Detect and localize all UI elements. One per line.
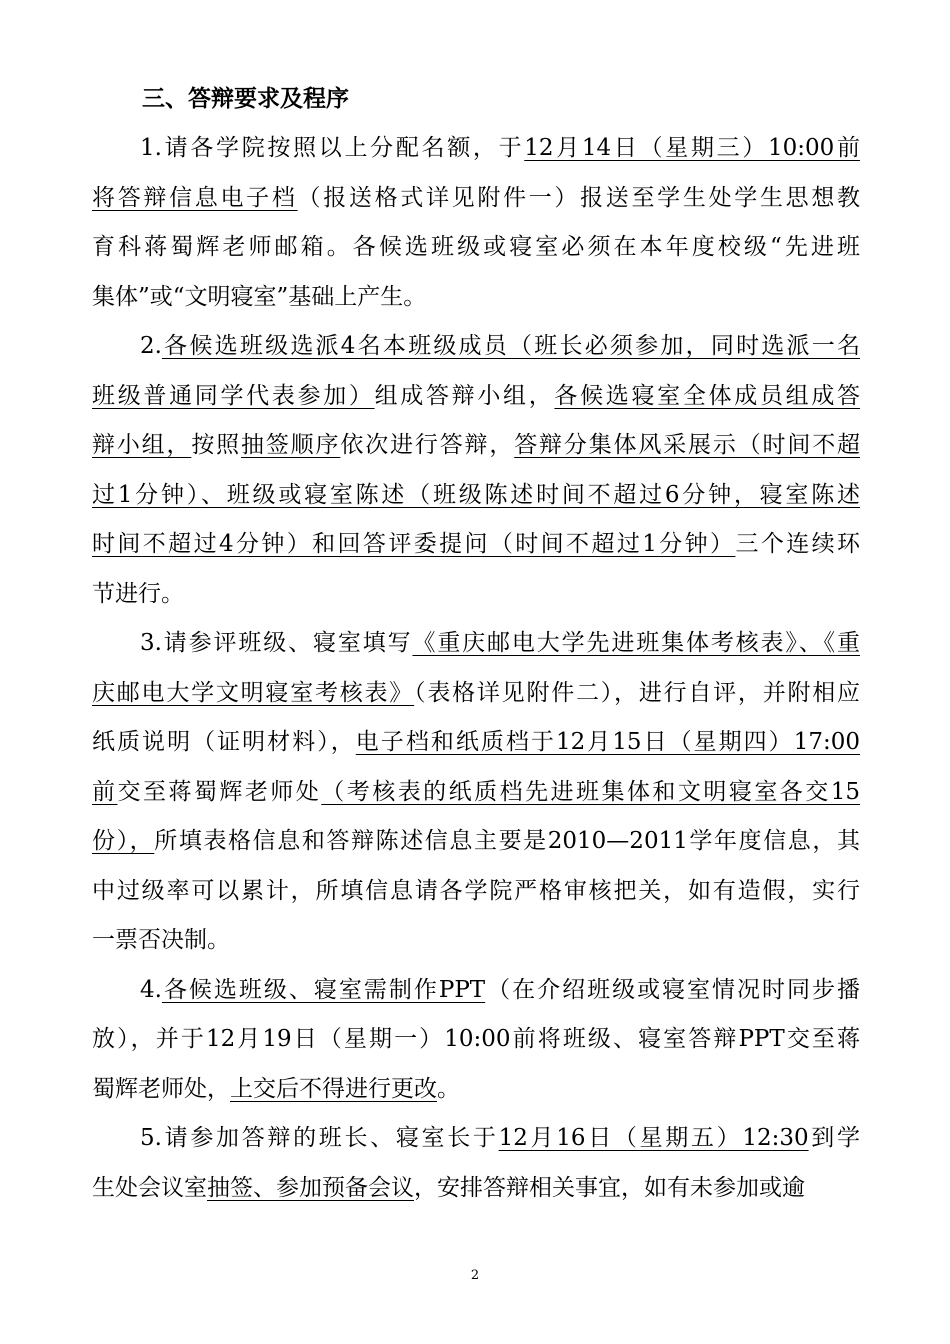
text-line: [92, 473, 860, 517]
text-run: 。: [437, 1076, 460, 1102]
text-run: （报送格式详见附件一）报送至学生处学生思想教: [297, 185, 861, 211]
text-line: [92, 572, 860, 616]
text-line: [92, 918, 860, 962]
text-run: 三个连续环: [735, 531, 860, 557]
text-run: ，安排答辩相关事宜，如有未参加或逾: [414, 1175, 805, 1201]
text-line: [140, 324, 860, 368]
text-run: 按照: [191, 432, 242, 458]
underlined-text: 庆邮电大学文明寝室考核表》: [92, 680, 415, 706]
text-line: [140, 621, 860, 665]
text-line: [92, 1017, 860, 1061]
underlined-text: 各候选寝室全体成员组成答: [554, 383, 861, 409]
text-run: 交至蒋蜀辉老师处: [117, 779, 322, 805]
text-line: [92, 671, 860, 715]
underlined-text: 抽签顺序: [241, 432, 341, 458]
underlined-text: （考核表的纸质档先进班集体和文明寝室各交15: [321, 779, 861, 805]
underlined-text: 辩小组，: [92, 432, 192, 458]
underlined-text: 各候选班级选派4名本班级成员（班长必须参加，同时选派一名: [161, 333, 860, 359]
underlined-text: 12月14日（星期三）10:00前: [524, 135, 860, 161]
underlined-text: 各候选班级、寝室需制作PPT: [161, 977, 486, 1003]
underlined-text: 电子档和纸质档于12月15日（星期四）17:00: [355, 729, 860, 755]
text-run: 5.请参加答辩的班长、寝室长于: [140, 1125, 499, 1151]
page-number: 2: [470, 1268, 480, 1283]
text-run: 到学: [808, 1125, 860, 1151]
underlined-text: 班级普通同学代表参加）: [92, 383, 375, 409]
text-run: 集体”或“文明寝室”基础上产生。: [92, 284, 427, 310]
text-line: [92, 1166, 860, 1210]
text-line: [92, 770, 860, 814]
text-line: [92, 176, 860, 220]
section-heading: 三、答辩要求及程序: [142, 85, 349, 112]
text-line: [92, 869, 860, 913]
text-run: 依次进行答辩，: [340, 432, 515, 458]
text-line: [92, 225, 860, 269]
text-run: 所填表格信息和答辩陈述信息主要是2010—2011学年度信息，其: [154, 828, 860, 854]
text-run: 1.请各学院按照以上分配名额，于: [140, 135, 525, 161]
text-run: 放），并于12月19日（星期一）10:00前将班级、寝室答辩PPT交至蒋: [92, 1026, 860, 1052]
text-line: [92, 1067, 860, 1111]
text-run: 生处会议室: [92, 1175, 207, 1201]
underlined-text: 答辩分集体风采展示（时间不超: [514, 432, 861, 458]
underlined-text: 过1分钟）、班级或寝室陈述（班级陈述时间不超过6分钟，寝室陈述: [92, 482, 860, 508]
text-run: 一票否决制。: [92, 927, 230, 953]
underlined-text: 12月16日（星期五）12:30: [498, 1125, 809, 1151]
text-line: [92, 423, 860, 467]
text-line: [92, 819, 860, 863]
text-run: 纸质说明（证明材料），: [92, 729, 356, 755]
underlined-text: 前: [92, 779, 118, 805]
text-run: 节进行。: [92, 581, 184, 607]
text-run: 组成答辩小组，: [374, 383, 555, 409]
text-line: [140, 126, 860, 170]
text-line: [92, 374, 860, 418]
text-line: [92, 720, 860, 764]
text-run: 中过级率可以累计，所填信息请各学院严格审核把关，如有造假，实行: [92, 878, 860, 904]
text-run: 育科蒋蜀辉老师邮箱。各候选班级或寝室必须在本年度校级“先进班: [92, 234, 860, 260]
text-line: [140, 1116, 860, 1160]
underlined-text: 抽签、参加预备会议: [207, 1175, 414, 1201]
text-line: [92, 522, 860, 566]
underlined-text: 将答辩信息电子档: [92, 185, 298, 211]
underlined-text: 时间不超过4分钟）和回答评委提问（时间不超过1分钟）: [92, 531, 736, 557]
text-run: 蜀辉老师处，: [92, 1076, 230, 1102]
text-line: [92, 275, 860, 319]
text-run: （表格详见附件二），进行自评，并附相应: [414, 680, 861, 706]
underlined-text: 上交后不得进行更改: [230, 1076, 437, 1102]
text-line: [140, 968, 860, 1012]
text-run: 2.: [140, 333, 162, 359]
text-run: 4.: [140, 977, 162, 1003]
text-run: 3.请参评班级、寝室填写: [140, 630, 413, 656]
underlined-text: 份），: [92, 828, 155, 854]
text-run: （在介绍班级或寝室情况时同步播: [485, 977, 861, 1003]
underlined-text: 《重庆邮电大学先进班集体考核表》、《重: [412, 630, 860, 656]
